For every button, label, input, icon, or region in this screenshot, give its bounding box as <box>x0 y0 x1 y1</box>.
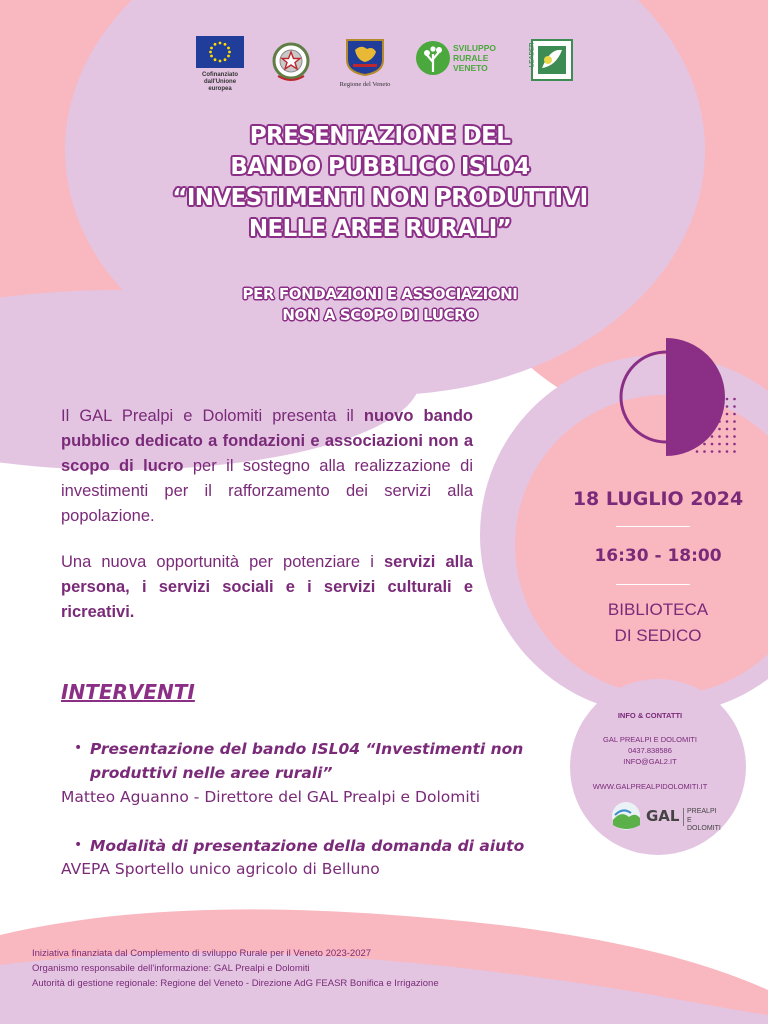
decor-dot <box>703 443 706 446</box>
intro-p1-a: Il GAL Prealpi e Dolomiti presenta il <box>61 407 364 425</box>
decor-dot <box>733 443 736 446</box>
decor-dot <box>718 420 721 423</box>
lion-shield-icon <box>343 38 387 76</box>
regione-veneto-logo <box>333 38 397 88</box>
decor-dot <box>718 450 721 453</box>
item-1-bullet: • <box>74 740 83 756</box>
item-2-bullet: • <box>74 837 83 853</box>
gal-hills-icon <box>611 801 643 831</box>
decor-dot <box>696 405 699 408</box>
decor-dot <box>726 413 729 416</box>
title-line-4: NELLE AREE RURALI” <box>248 216 512 242</box>
footer-line-1: Iniziativa finanziata dal Complemento di sviluppo Rurale per il Veneto 2023-2027 <box>32 948 372 959</box>
eu-logo <box>196 36 248 93</box>
decor-dot <box>718 443 721 446</box>
decor-dot <box>733 435 736 438</box>
sviluppo-rurale-logo <box>416 38 496 84</box>
decor-dot <box>711 405 714 408</box>
decor-dot <box>718 398 721 401</box>
decor-dot <box>711 420 714 423</box>
decor-dot <box>703 420 706 423</box>
veneto-text: VENETO <box>453 63 488 73</box>
decor-dot <box>703 428 706 431</box>
rurale-text: RURALE <box>453 53 489 63</box>
event-venue-1: BIBLIOTECA <box>607 600 709 619</box>
title-line-2: BANDO PUBBLICO ISL04 <box>230 154 530 180</box>
decor-dot <box>718 405 721 408</box>
decor-dot <box>733 420 736 423</box>
veneto-caption: Regione del Veneto <box>339 81 391 88</box>
decor-dot <box>711 443 714 446</box>
title-line-3: “INVESTIMENTI NON PRODUTTIVI <box>172 185 588 211</box>
interventi-heading: INTERVENTI <box>61 680 195 704</box>
decor-dot <box>726 435 729 438</box>
info-heading: INFO & CONTATTI <box>617 711 683 720</box>
event-time: 16:30 - 18:00 <box>594 546 722 566</box>
item-1-speaker: Matteo Aguanno - Direttore del GAL Prealpi e Dolomiti <box>61 788 481 806</box>
decor-dot <box>696 443 699 446</box>
intro-p2-a: Una nuova opportunità per potenziare i <box>61 553 384 571</box>
event-date: 18 LUGLIO 2024 <box>572 488 744 510</box>
decor-dot <box>733 398 736 401</box>
decor-dot <box>703 450 706 453</box>
decor-dot <box>703 398 706 401</box>
item-1-title-1: Presentazione del bando ISL04 “Investimenti non <box>90 740 524 758</box>
decor-dot <box>696 413 699 416</box>
decor-dot <box>711 428 714 431</box>
eu-caption-2: dall'Unione europea <box>203 79 237 92</box>
info-org: GAL PREALPI E DOLOMITI <box>603 735 697 744</box>
footer-line-3: Autorità di gestione regionale: Regione del Veneto - Direzione AdG FEASR Bonifica e Irrigazione <box>32 978 439 989</box>
decor-dot <box>696 435 699 438</box>
decor-dot <box>696 450 699 453</box>
decor-dot <box>733 428 736 431</box>
decor-dot <box>703 413 706 416</box>
decor-dot <box>696 398 699 401</box>
italy-emblem-logo <box>270 40 312 90</box>
gal-logo-line-1: PREALPI E <box>687 808 717 824</box>
gal-logo <box>611 801 721 833</box>
subtitle-line-1: PER FONDAZIONI E ASSOCIAZIONI <box>242 285 518 303</box>
tree-icon <box>416 38 450 84</box>
decor-dot <box>718 428 721 431</box>
intro-p1-c: per il sostegno alla realizzazione di investimenti per il rafforzamento dei servizi alla popolazione. <box>61 457 473 525</box>
gal-logo-separator <box>683 808 684 826</box>
decor-dot <box>711 398 714 401</box>
decor-dot <box>711 413 714 416</box>
leader-logo <box>526 38 574 86</box>
gal-logo-text: GAL <box>646 807 680 825</box>
subtitle-line-2: NON A SCOPO DI LUCRO <box>282 306 478 324</box>
intro-p1-b: nuovo bando pubblico dedicato a fondazioni e associazioni non a scopo di lucro <box>61 407 473 475</box>
decor-dot <box>696 420 699 423</box>
item-1-title-2: produttivi nelle aree rurali” <box>90 764 333 782</box>
info-email[interactable]: INFO@GAL2.IT <box>623 757 677 766</box>
eu-caption-1: Cofinanziato <box>202 72 238 78</box>
decor-dot <box>733 450 736 453</box>
footer-line-2: Organismo responsabile dell'informazione: GAL Prealpi e Dolomiti <box>32 963 310 974</box>
title-line-1: PRESENTAZIONE DEL <box>249 123 511 149</box>
decor-dot <box>726 443 729 446</box>
date-divider <box>616 526 690 527</box>
decor-dot <box>696 428 699 431</box>
decor-dot <box>711 435 714 438</box>
decor-dot <box>703 435 706 438</box>
intro-paragraph-2 <box>61 550 473 625</box>
decor-dot <box>726 428 729 431</box>
leader-vertical-text: LEADER <box>529 42 536 68</box>
sviluppo-text: SVILUPPO <box>453 43 496 53</box>
info-phone: 0437.838586 <box>628 746 672 755</box>
decor-dot <box>726 398 729 401</box>
italy-emblem-icon <box>270 40 312 86</box>
item-2-title-1: Modalità di presentazione della domanda di aiuto <box>90 837 525 855</box>
dot-grid-decoration <box>694 396 742 458</box>
decor-dot <box>703 405 706 408</box>
event-venue-2: DI SEDICO <box>614 626 702 645</box>
decor-dot <box>718 435 721 438</box>
decor-dot <box>726 420 729 423</box>
eu-flag-icon <box>196 36 244 68</box>
intro-p2-b: servizi alla persona, i servizi sociali e i servizi culturali e ricreativi. <box>61 553 473 621</box>
info-website[interactable]: WWW.GALPREALPIDOLOMITI.IT <box>592 782 708 791</box>
decor-dot <box>733 405 736 408</box>
gal-logo-line-2: DOLOMITI <box>687 825 721 832</box>
item-2-speaker: AVEPA Sportello unico agricolo di Belluno <box>61 860 380 878</box>
time-divider <box>616 584 690 585</box>
decor-dot <box>711 450 714 453</box>
decor-dot <box>733 413 736 416</box>
decor-dot <box>718 413 721 416</box>
decor-dot <box>726 450 729 453</box>
decor-dot <box>726 405 729 408</box>
intro-paragraph-1 <box>61 404 473 529</box>
